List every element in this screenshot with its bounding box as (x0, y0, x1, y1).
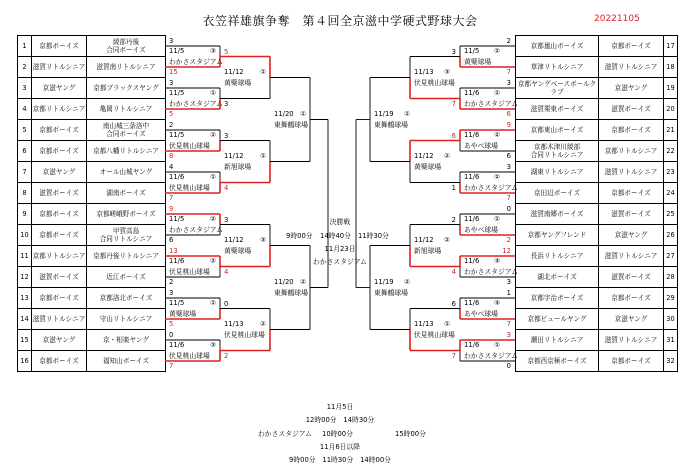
team-team-cell: 亀岡リトルシニア (87, 99, 166, 120)
match-venue: 黄檗球場 (169, 309, 197, 318)
team-org-cell: 滋賀ボーイズ (32, 183, 87, 204)
team-num-cell: 7 (18, 162, 32, 183)
match-venue: 黄檗球場 (224, 246, 252, 255)
match-index: ① (260, 151, 267, 160)
team-org-cell: 京都ボーイズ (32, 225, 87, 246)
team-num-cell: 29 (664, 288, 678, 309)
match-date: 11/12 (414, 151, 434, 160)
team-team-cell: 滋賀南リトルシニア (87, 57, 166, 78)
match-date: 11/5 (169, 130, 185, 139)
team-team-cell: 甲賀高島 合同リトルシニア (87, 225, 166, 246)
team-team-cell: 京都八幡リトルシニア (87, 141, 166, 162)
score-bottom: 1 (451, 183, 456, 192)
score-bottom: 4 (224, 267, 229, 276)
match-index: ③ (444, 67, 451, 76)
score-top: 3 (451, 47, 456, 56)
team-org-cell: 京都リトルシニア (32, 246, 87, 267)
team-team-cell: 湖東リトルシニア (516, 162, 599, 183)
score-top: 3 (169, 79, 174, 87)
match-date: 11/5 (169, 88, 185, 97)
score-bottom: 7 (506, 320, 511, 328)
match-date: 11/12 (224, 235, 244, 244)
score-bottom: 8 (169, 152, 174, 160)
score-bottom: 2 (506, 236, 511, 244)
team-org-cell: 京都ボーイズ (32, 288, 87, 309)
match-venue: わかさスタジアム (464, 99, 518, 108)
team-org-cell: 京滋ヤング (32, 78, 87, 99)
match-date: 11/6 (169, 172, 185, 181)
team-num-cell: 8 (18, 183, 32, 204)
team-num-cell: 25 (664, 204, 678, 225)
match-date: 11/13 (414, 319, 434, 328)
team-team-cell: 滋賀南郷ボーイズ (516, 204, 599, 225)
page-title: 衣笠祥雄旗争奪 第４回全京滋中学硬式野球大会 (202, 14, 478, 28)
match-date: 11/5 (169, 214, 185, 223)
match-index: ③ (494, 298, 501, 307)
match-index: ① (494, 340, 501, 349)
score-top: 3 (224, 131, 229, 140)
team-org-cell: 京滋ヤング (32, 330, 87, 351)
score-top: 3 (506, 79, 511, 87)
match-date: 11/13 (224, 319, 244, 328)
team-team-cell: 草津リトルシニア (516, 57, 599, 78)
team-num-cell: 23 (664, 162, 678, 183)
team-num-cell: 14 (18, 309, 32, 330)
match-venue: 黄檗球場 (224, 78, 252, 87)
match-index: ① (494, 88, 501, 97)
match-index: ② (444, 151, 451, 160)
final-time-right: 11時30分 (358, 232, 389, 240)
team-org-cell: 京都ボーイズ (32, 141, 87, 162)
match-venue: わかさスタジアム (464, 267, 518, 276)
match-date: 11/13 (414, 67, 434, 76)
match-venue: 黄檗球場 (464, 57, 492, 66)
schedule-times2: 9時00分 11時30分 14時00分 (289, 456, 391, 464)
team-num-cell: 11 (18, 246, 32, 267)
team-num-cell: 28 (664, 267, 678, 288)
team-team-cell: 京都ヤングフレンド (516, 225, 599, 246)
match-index: ① (210, 88, 217, 97)
score-bottom: 7 (169, 194, 174, 202)
score-top: 13 (169, 247, 178, 255)
team-num-cell: 3 (18, 78, 32, 99)
team-org-cell: 滋賀リトルシニア (599, 330, 664, 351)
match-index: ③ (494, 256, 501, 265)
team-team-cell: オール山城ヤング (87, 162, 166, 183)
score-top: 0 (169, 331, 174, 339)
team-org-cell: 滋賀リトルシニア (32, 309, 87, 330)
score-top: 6 (451, 131, 456, 140)
match-date: 11/12 (414, 235, 434, 244)
page-date: 20221105 (594, 14, 640, 24)
team-org-cell: 京滋ヤング (32, 162, 87, 183)
team-team-cell: 綾部丹後 合同ボーイズ (87, 36, 166, 57)
match-date: 11/6 (464, 88, 480, 97)
match-date: 11/5 (169, 46, 185, 55)
match-index: ② (260, 319, 267, 328)
score-bottom: 0 (506, 362, 511, 370)
team-team-cell: 湖南ボーイズ (87, 183, 166, 204)
score-top: 5 (224, 47, 229, 56)
match-date: 11/20 (274, 109, 294, 118)
team-team-cell: 京都ブラックスヤング (87, 78, 166, 99)
match-venue: 伏見桃山球場 (224, 330, 265, 339)
match-date: 11/12 (224, 67, 244, 76)
final-time-mid: 14時40分 (320, 232, 351, 240)
match-date: 11/6 (464, 298, 480, 307)
match-index: ② (494, 172, 501, 181)
team-num-cell: 5 (18, 120, 32, 141)
team-org-cell: 京都ボーイズ (599, 288, 664, 309)
team-num-cell: 2 (18, 57, 32, 78)
team-team-cell: 京都西京極ボーイズ (516, 351, 599, 372)
team-org-cell: 京都ボーイズ (599, 351, 664, 372)
score-top: 9 (169, 205, 174, 213)
team-team-cell: 近江ボーイズ (87, 267, 166, 288)
team-num-cell: 12 (18, 267, 32, 288)
match-date: 11/6 (464, 340, 480, 349)
score-bottom: 5 (169, 320, 174, 328)
match-index: ② (210, 256, 217, 265)
team-team-cell: 京都宇治ボーイズ (516, 288, 599, 309)
score-top: 4 (169, 163, 174, 171)
team-org-cell: 滋賀リトルシニア (32, 57, 87, 78)
team-num-cell: 1 (18, 36, 32, 57)
team-num-cell: 17 (664, 36, 678, 57)
match-venue: 東舞鶴球場 (274, 120, 308, 129)
score-bottom: 7 (451, 351, 456, 360)
score-bottom: 6 (506, 152, 511, 160)
score-bottom: 5 (169, 110, 174, 118)
match-venue: 伏見桃山球場 (169, 141, 210, 150)
match-date: 11/6 (464, 214, 480, 223)
score-bottom: 7 (506, 194, 511, 202)
match-venue: 伏見桃山球場 (169, 183, 210, 192)
match-venue: 伏見桃山球場 (169, 267, 210, 276)
team-team-cell: 京都丹後リトルシニア (87, 246, 166, 267)
match-venue: 伏見桃山球場 (169, 351, 210, 360)
match-date: 11/6 (464, 256, 480, 265)
team-num-cell: 4 (18, 99, 32, 120)
team-org-cell: 京都ボーイズ (32, 204, 87, 225)
score-top: 3 (224, 215, 229, 224)
match-index: ① (494, 214, 501, 223)
team-num-cell: 9 (18, 204, 32, 225)
match-index: ② (210, 214, 217, 223)
team-team-cell: 京都嵐山ボーイズ (516, 36, 599, 57)
team-team-cell: 長浜リトルシニア (516, 246, 599, 267)
match-venue: 黄檗球場 (414, 162, 442, 171)
score-bottom: 2 (169, 278, 174, 286)
match-index: ① (404, 109, 411, 118)
score-bottom: 3 (224, 99, 229, 108)
score-bottom: 7 (506, 68, 511, 76)
match-date: 11/6 (169, 340, 185, 349)
team-num-cell: 26 (664, 225, 678, 246)
final-venue: わかさスタジアム (313, 258, 367, 266)
score-bottom: 6 (506, 110, 511, 118)
score-bottom: 3 (506, 278, 511, 286)
match-venue: わかさスタジアム (464, 183, 518, 192)
match-venue: わかさスタジアム (464, 351, 518, 360)
team-num-cell: 31 (664, 330, 678, 351)
match-date: 11/19 (374, 277, 394, 286)
team-org-cell: 京滋ヤング (599, 78, 664, 99)
match-venue: 伏見桃山球場 (414, 78, 455, 87)
team-team-cell: 京都嵯峨野ボーイズ (87, 204, 166, 225)
match-index: ① (210, 172, 217, 181)
match-venue: 新旭球場 (414, 246, 442, 255)
score-bottom: 2 (224, 351, 229, 360)
team-num-cell: 21 (664, 120, 678, 141)
score-top: 6 (451, 299, 456, 308)
score-top: 3 (506, 163, 511, 171)
match-venue: あやべ球場 (464, 141, 498, 150)
team-num-cell: 22 (664, 141, 678, 162)
match-venue: あやべ球場 (464, 225, 498, 234)
score-top: 3 (169, 289, 174, 297)
team-org-cell: 滋賀リトルシニア (599, 162, 664, 183)
team-org-cell: 京都リトルシニア (32, 99, 87, 120)
team-num-cell: 10 (18, 225, 32, 246)
team-org-cell: 京都ボーイズ (599, 36, 664, 57)
team-num-cell: 24 (664, 183, 678, 204)
match-index: ① (260, 67, 267, 76)
match-index: ③ (260, 235, 267, 244)
score-top: 2 (506, 37, 511, 45)
schedule-venue: わかさスタジアム (258, 430, 312, 438)
match-index: ③ (210, 340, 217, 349)
team-num-cell: 16 (18, 351, 32, 372)
team-org-cell: 京都ボーイズ (32, 351, 87, 372)
match-index: ② (494, 130, 501, 139)
team-org-cell: 京滋ヤング (599, 309, 664, 330)
score-top: 2 (451, 215, 456, 224)
team-num-cell: 19 (664, 78, 678, 99)
match-date: 11/5 (464, 46, 480, 55)
team-team-cell: 湖北ボーイズ (516, 267, 599, 288)
score-bottom: 6 (169, 236, 174, 244)
score-bottom: 4 (451, 267, 456, 276)
match-date: 11/20 (274, 277, 294, 286)
score-top: 3 (169, 37, 174, 45)
team-org-cell: 滋賀ボーイズ (599, 267, 664, 288)
team-org-cell: 京都ボーイズ (599, 120, 664, 141)
match-index: ① (300, 109, 307, 118)
team-org-cell: 滋賀リトルシニア (599, 57, 664, 78)
team-num-cell: 18 (664, 57, 678, 78)
match-venue: わかさスタジアム (169, 57, 223, 66)
team-team-cell: 福知山ボーイズ (87, 351, 166, 372)
team-num-cell: 32 (664, 351, 678, 372)
team-org-cell: 京滋ヤング (599, 225, 664, 246)
match-index: ② (444, 235, 451, 244)
match-venue: 東舞鶴球場 (274, 288, 308, 297)
schedule-time-right: 15時00分 (395, 430, 426, 438)
schedule-date2: 11月6日以降 (319, 443, 361, 451)
score-top: 9 (506, 121, 511, 129)
match-date: 11/19 (374, 109, 394, 118)
score-bottom: 15 (169, 68, 178, 76)
team-org-cell: 京都ボーイズ (32, 36, 87, 57)
match-venue: 東舞鶴球場 (374, 288, 408, 297)
team-org-cell: 滋賀ボーイズ (599, 99, 664, 120)
schedule-time-left: 10時00分 (322, 430, 353, 438)
team-team-cell: 南山城三条洛中 合同ボーイズ (87, 120, 166, 141)
match-index: ② (404, 277, 411, 286)
match-date: 11/12 (224, 151, 244, 160)
team-num-cell: 20 (664, 99, 678, 120)
score-top: 3 (506, 331, 511, 339)
final-label: 決勝戦 (329, 218, 351, 226)
schedule-date1: 11月5日 (326, 403, 354, 411)
match-index: ② (210, 130, 217, 139)
team-org-cell: 京都ボーイズ (599, 183, 664, 204)
match-index: ① (210, 298, 217, 307)
score-top: 0 (224, 299, 229, 308)
team-org-cell: 京都ボーイズ (32, 120, 87, 141)
team-team-cell: 京都木津川綾部 合同リトルシニア (516, 141, 599, 162)
match-date: 11/5 (169, 298, 185, 307)
match-venue: 東舞鶴球場 (374, 120, 408, 129)
match-index: ② (494, 46, 501, 55)
match-index: ② (300, 277, 307, 286)
team-org-cell: 滋賀リトルシニア (599, 246, 664, 267)
match-date: 11/6 (464, 130, 480, 139)
match-date: 11/6 (169, 256, 185, 265)
team-num-cell: 15 (18, 330, 32, 351)
score-top: 12 (502, 247, 511, 255)
match-index: ① (444, 319, 451, 328)
team-num-cell: 30 (664, 309, 678, 330)
team-org-cell: 京都リトルシニア (599, 141, 664, 162)
match-venue: わかさスタジアム (169, 225, 223, 234)
team-num-cell: 13 (18, 288, 32, 309)
match-venue: わかさスタジアム (169, 99, 223, 108)
score-bottom: 7 (451, 99, 456, 108)
team-num-cell: 27 (664, 246, 678, 267)
final-time-left: 9時00分 (286, 232, 313, 240)
team-team-cell: 京田辺ボーイズ (516, 183, 599, 204)
team-team-cell: 京都洛北ボーイズ (87, 288, 166, 309)
match-index: ③ (210, 46, 217, 55)
final-date: 11月23日 (324, 245, 356, 253)
match-venue: あやべ球場 (464, 309, 498, 318)
schedule-times1: 12時00分 14時30分 (305, 416, 375, 424)
score-top: 0 (506, 205, 511, 213)
team-num-cell: 6 (18, 141, 32, 162)
match-venue: 伏見桃山球場 (414, 330, 455, 339)
team-team-cell: 滋賀栗東ボーイズ (516, 99, 599, 120)
team-org-cell: 滋賀ボーイズ (599, 204, 664, 225)
team-team-cell: 瀬田リトルシニア (516, 330, 599, 351)
score-bottom: 7 (169, 362, 174, 370)
score-top: 2 (169, 121, 174, 129)
team-team-cell: 京都東山ボーイズ (516, 120, 599, 141)
match-venue: 新旭球場 (224, 162, 252, 171)
score-top: 1 (506, 289, 511, 297)
score-bottom: 4 (224, 183, 229, 192)
match-date: 11/6 (464, 172, 480, 181)
team-team-cell: 守山リトルシニア (87, 309, 166, 330)
team-org-cell: 滋賀ボーイズ (32, 267, 87, 288)
team-team-cell: 京都ヤングベースボールクラブ (516, 78, 599, 99)
team-team-cell: 京・相楽ヤング (87, 330, 166, 351)
team-team-cell: 京都ビュールヤング (516, 309, 599, 330)
